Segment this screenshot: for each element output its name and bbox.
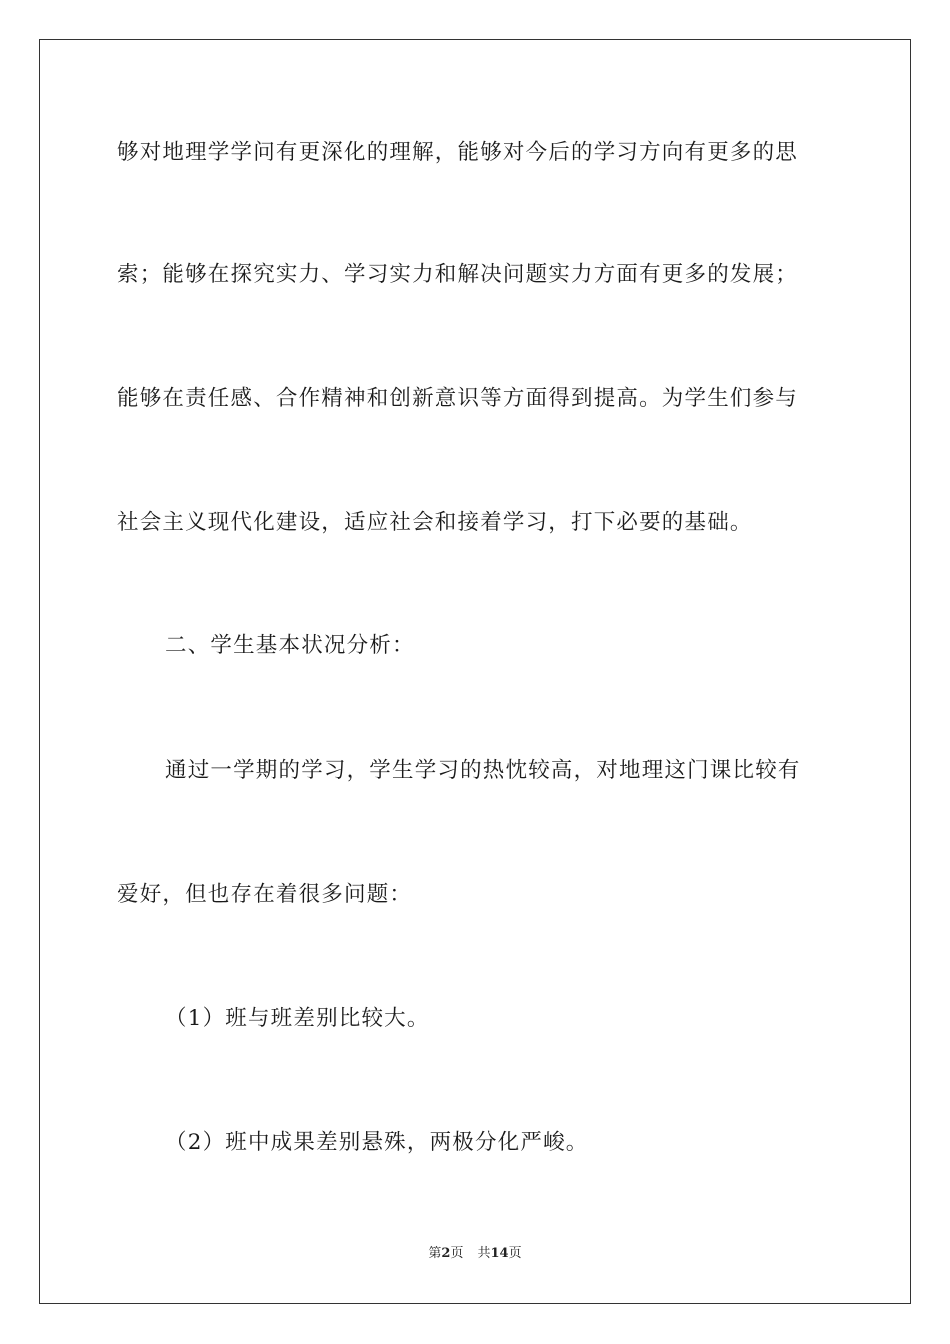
list-item-2: （2）班中成果差别悬殊，两极分化严峻。 — [165, 1130, 589, 1155]
body-text-line-5: 通过一学期的学习，学生学习的热忱较高，对地理这门课比较有 — [165, 758, 801, 783]
list-item-1: （1）班与班差别比较大。 — [165, 1006, 430, 1031]
page-border — [39, 39, 911, 1304]
page-footer — [0, 1245, 950, 1263]
footer-total-suffix: 页 — [508, 1246, 522, 1261]
body-text-line-6: 爱好，但也存在着很多问题： — [117, 882, 413, 907]
body-text-line-1: 够对地理学学问有更深化的理解，能够对今后的学习方向有更多的思 — [117, 140, 799, 165]
section-heading: 二、学生基本状况分析： — [165, 633, 415, 658]
footer-page-prefix: 第 — [428, 1246, 442, 1261]
body-text-line-3: 能够在责任感、合作精神和创新意识等方面得到提高。为学生们参与 — [117, 386, 799, 411]
footer-page-suffix: 页 — [450, 1246, 464, 1261]
footer-total-prefix: 共 — [477, 1246, 491, 1261]
footer-page-number: 2 — [441, 1246, 451, 1261]
body-text-line-4: 社会主义现代化建设，适应社会和接着学习，打下必要的基础。 — [117, 510, 753, 535]
body-text-line-2: 索；能够在探究实力、学习实力和解决问题实力方面有更多的发展； — [117, 262, 799, 287]
footer-total-pages: 14 — [490, 1246, 509, 1261]
